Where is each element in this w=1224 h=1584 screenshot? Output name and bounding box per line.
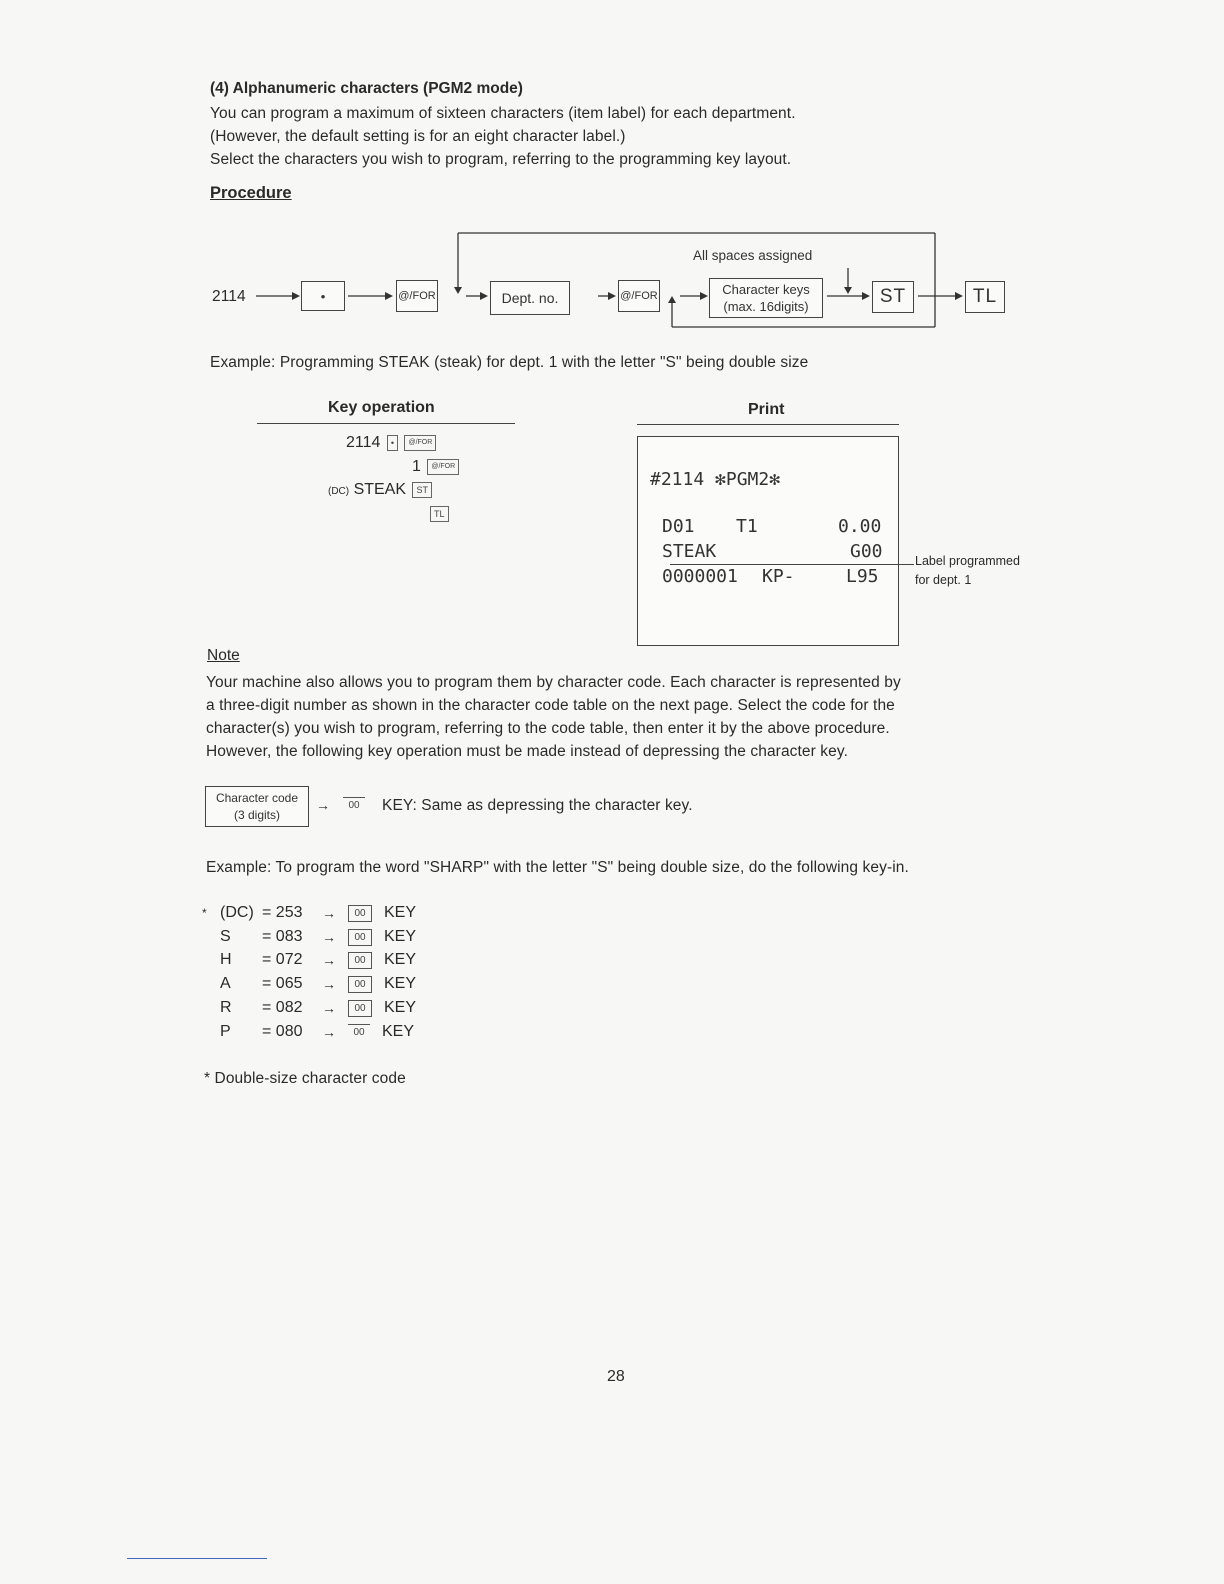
key-op-line-2 <box>412 458 459 476</box>
arrow-icon: → <box>322 905 336 921</box>
code-row <box>202 1021 414 1043</box>
character-code-line-2: (3 digits) <box>233 807 280 822</box>
dot-key: • <box>301 281 345 311</box>
code-row <box>202 926 416 948</box>
key-op-text: 1 <box>412 458 421 475</box>
note-line-4: However, the following key operation must be made instead of depressing the character key. <box>206 743 848 760</box>
key-explanation: KEY: Same as depressing the character key. <box>382 797 693 814</box>
at-for-key-1: @/FOR <box>396 280 438 312</box>
example-2-text: Example: To program the word "SHARP" with the letter "S" being double size, do the following key-in. <box>206 859 909 876</box>
key-op-line-4 <box>428 505 449 523</box>
key-suffix: KEY <box>384 999 417 1016</box>
character-keys-line-2: (max. 16digits) <box>723 299 809 314</box>
code-row <box>202 973 416 995</box>
character-keys-line-1: Character keys <box>722 282 810 297</box>
arrow-icon: → <box>322 976 336 992</box>
receipt-t1: T1 <box>736 516 758 537</box>
code-value: = 253 <box>262 904 303 921</box>
arrow-icon: → <box>316 797 330 813</box>
page-number: 28 <box>607 1368 625 1385</box>
receipt-g00: G00 <box>850 541 883 562</box>
receipt-amount: 0.00 <box>838 516 882 537</box>
procedure-start-code: 2114 <box>212 288 246 305</box>
key-suffix: KEY <box>384 904 417 921</box>
key-suffix: KEY <box>384 951 417 968</box>
footnote-star: * <box>202 906 207 920</box>
receipt-line-1: #2114 ✻PGM2✻ <box>650 469 781 490</box>
note-line-1: Your machine also allows you to program them by character code. Each character is represented by <box>206 674 901 691</box>
footnote: * Double-size character code <box>204 1070 406 1087</box>
arrow-icon: → <box>322 929 336 945</box>
key-00: 00 <box>348 929 372 946</box>
tl-key: TL <box>965 281 1005 313</box>
key-00: 00 <box>348 1000 372 1017</box>
code-label: A <box>220 975 231 992</box>
code-value: = 065 <box>262 975 303 992</box>
code-value: = 083 <box>262 928 303 945</box>
key-00: 00 <box>343 797 365 813</box>
code-row <box>202 949 416 971</box>
receipt-dept: D01 <box>662 516 695 537</box>
example-1-text: Example: Programming STEAK (steak) for dept. 1 with the letter "S" being double size <box>210 354 809 371</box>
key-op-text: STEAK <box>353 481 407 498</box>
all-spaces-note: All spaces assigned <box>693 248 813 263</box>
code-row <box>202 997 416 1019</box>
key-op-text: 2114 <box>346 434 381 451</box>
tl-key: TL <box>430 506 449 522</box>
receipt-counter: 0000001 <box>662 566 738 587</box>
code-label: S <box>220 928 231 945</box>
key-00: 00 <box>348 905 372 922</box>
code-value: = 082 <box>262 999 303 1016</box>
dc-prefix: (DC) <box>328 486 350 497</box>
at-for-key-2: @/FOR <box>618 280 660 312</box>
callout-line <box>670 564 914 565</box>
receipt-l95: L95 <box>846 566 879 587</box>
key-suffix: KEY <box>384 928 417 945</box>
print-header: Print <box>748 401 785 418</box>
note-line-3: character(s) you wish to program, referring to the code table, then enter it by the above procedure. <box>206 720 890 737</box>
arrow-icon: → <box>322 1024 336 1040</box>
procedure-flow-lines <box>0 0 1224 340</box>
key-op-line-3 <box>328 481 432 499</box>
arrow-icon: → <box>322 952 336 968</box>
key-operation-rule <box>257 423 515 424</box>
key-00: 00 <box>348 952 372 969</box>
st-key: ST <box>872 281 914 313</box>
code-label: (DC) <box>220 904 254 921</box>
bottom-rule <box>127 1558 267 1559</box>
at-for-key: @/FOR <box>427 459 459 475</box>
dept-no-box: Dept. no. <box>490 281 570 315</box>
intro-line-3: Select the characters you wish to program, referring to the programming key layout. <box>210 151 792 168</box>
procedure-title: Procedure <box>210 184 292 202</box>
callout-text-1: Label programmed <box>915 554 1020 568</box>
key-suffix: KEY <box>382 1023 415 1040</box>
code-row <box>202 902 416 924</box>
code-value: = 080 <box>262 1023 303 1040</box>
key-op-line-1 <box>346 434 436 452</box>
note-line-2: a three-digit number as shown in the character code table on the next page. Select the code for the <box>206 697 895 714</box>
callout-text-2: for dept. 1 <box>915 573 972 587</box>
intro-line-2: (However, the default setting is for an eight character label.) <box>210 128 626 145</box>
key-operation-header: Key operation <box>328 399 435 416</box>
character-keys-box <box>709 278 823 318</box>
note-title: Note <box>207 647 240 664</box>
at-for-key: @/FOR <box>404 435 436 451</box>
key-suffix: KEY <box>384 975 417 992</box>
character-code-box <box>205 786 309 827</box>
code-label: H <box>220 951 232 968</box>
code-label: P <box>220 1023 231 1040</box>
section-heading: (4) Alphanumeric characters (PGM2 mode) <box>210 80 523 97</box>
print-rule <box>637 424 899 425</box>
character-code-line-1: Character code <box>215 790 299 805</box>
receipt-label: STEAK <box>662 541 717 562</box>
code-value: = 072 <box>262 951 303 968</box>
dot-key: • <box>387 435 398 451</box>
key-00: 00 <box>348 976 372 993</box>
key-00: 00 <box>348 1024 370 1040</box>
st-key: ST <box>412 482 432 498</box>
code-label: R <box>220 999 232 1016</box>
receipt-kp: KP- <box>762 566 795 587</box>
intro-line-1: You can program a maximum of sixteen characters (item label) for each department. <box>210 105 796 122</box>
arrow-icon: → <box>322 1000 336 1016</box>
